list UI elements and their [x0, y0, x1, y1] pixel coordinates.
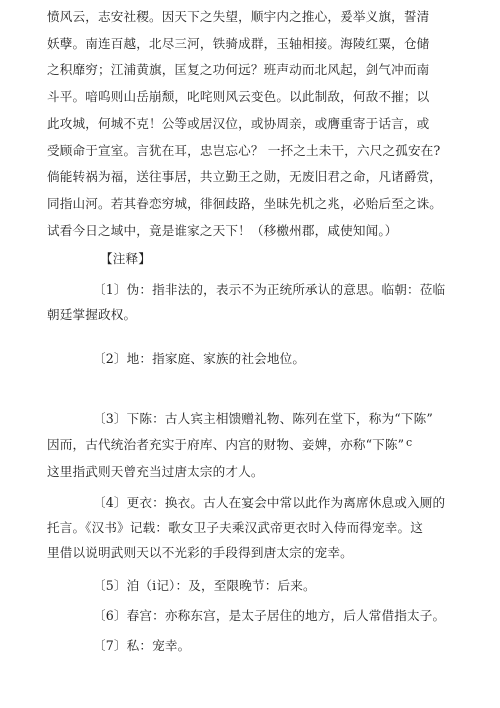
- body-line: 试看今日之域中，竟是谁家之天下！（移檄州郡，咸使知闻。）: [47, 223, 398, 238]
- stray-mark: c: [406, 436, 413, 449]
- body-line: 斗平。喑呜则山岳崩颓，叱咤则风云变色。以此制敌，何敌不摧；以: [47, 89, 430, 104]
- note-line: 〔1〕伪：指非法的，表示不为正统所承认的意思。临朝：莅临: [93, 282, 446, 297]
- note-line: 〔5〕洎（i记）：及，至限晚节：后来。: [93, 578, 316, 593]
- body-line: 同指山河。若其眷恋穷城，徘徊歧路，坐昧先机之兆，必贻后至之诛。: [47, 196, 443, 211]
- body-line: 倘能转祸为福，送往事居，共立勤王之勋，无废旧君之命，凡诸爵赏，: [47, 169, 443, 184]
- body-line: 妖孽。南连百越，北尽三河，铁骑成群，玉轴相接。海陵红粟，仓储: [47, 36, 430, 51]
- body-line: 愤风云，志安社稷。因天下之失望，顺宇内之推心，爰举义旗，誓清: [47, 9, 430, 24]
- body-line: 受顾命于宣室。言犹在耳，忠岂忘心？ 一抔之土未干，六尺之孤安在?: [47, 143, 441, 158]
- note-line: 因而，古代统治者充实于府库、内宫的财物、妾婢，亦称“下陈”: [47, 437, 405, 452]
- body-line: 此攻城，何城不克！公等或居汉位，或协周亲，或膺重寄于话言，或: [47, 116, 430, 131]
- note-line: 朝廷掌握政权。: [47, 307, 137, 322]
- note-line: 〔6〕春宫：亦称东宫，是太子居住的地方，后人常借指太子。: [93, 608, 446, 623]
- note-line: 〔7〕私：宠幸。: [93, 638, 191, 653]
- note-line: 里借以说明武则天以不光彩的手段得到唐太宗的宠幸。: [47, 545, 353, 560]
- note-line: 〔2〕地：指家庭、家族的社会地位。: [93, 351, 306, 366]
- note-line: 这里指武则天曾充当过唐太宗的才人。: [47, 464, 264, 479]
- notes-heading: 【注释】: [100, 251, 151, 266]
- note-line: 〔4〕更衣：换衣。古人在宴会中常以此作为离席休息或入厕的: [93, 495, 446, 510]
- note-line: 〔3〕下陈：古人宾主相馈赠礼物、陈列在堂下，称为“下陈”: [93, 411, 433, 426]
- body-line: 之积靡穷；江浦黄旗，匡复之功何远？班声动而北风起，剑气冲而南: [47, 62, 430, 77]
- note-line: 托言。《汉书》记载：歌女卫子夫乘汉武帝更衣时入侍而得宠幸。这: [47, 520, 424, 535]
